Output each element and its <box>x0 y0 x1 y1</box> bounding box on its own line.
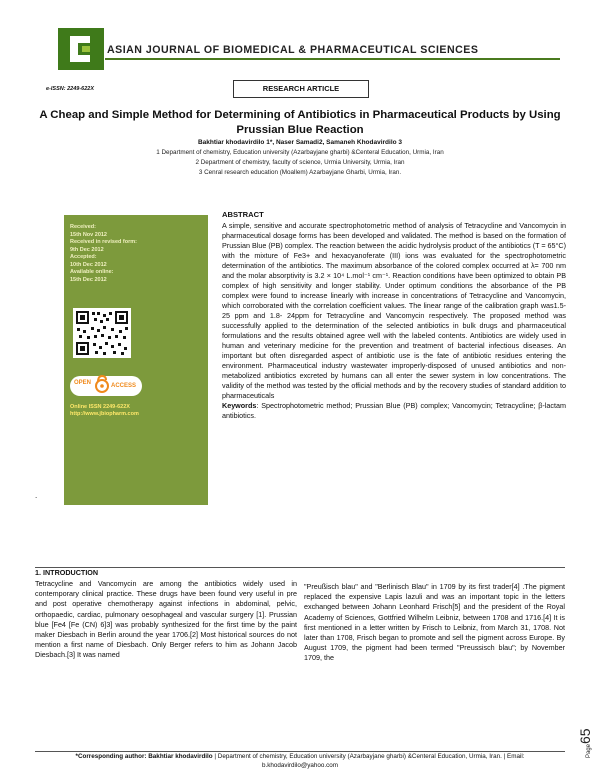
intro-heading: 1. INTRODUCTION <box>35 568 99 577</box>
revised-label: Received in revised form: <box>70 239 137 245</box>
received-label: Received: <box>70 224 96 230</box>
header-rule <box>105 58 560 60</box>
page-label: Page <box>586 743 592 758</box>
online-date: 15th Dec 2012 <box>70 276 107 283</box>
online-info <box>70 404 139 418</box>
stray-dot: . <box>35 491 38 500</box>
accepted-label: Accepted: <box>70 254 97 260</box>
article-type-badge: RESEARCH ARTICLE <box>233 80 369 98</box>
qr-code[interactable] <box>73 308 131 358</box>
paper-title: A Cheap and Simple Method for Determining of Antibiotics in Pharmaceutical Products by Using Prussian Blue Reaction <box>39 109 561 136</box>
authors: Bakhtiar khodavirdilo 1*, Naser Samadi2, Samaneh Khodavirdilo 3 <box>197 139 403 146</box>
section-divider <box>35 567 565 568</box>
online-issn: Online ISSN 2249-622X <box>70 404 130 410</box>
svg-text:OPEN: OPEN <box>74 380 92 386</box>
page-number-value: 65 <box>577 728 593 744</box>
abstract-body: A simple, sensitive and accurate spectrophotometric method of analysis of Tetracycline and Vancomycin in pharmaceutical dosage forms has been developed and validated. The method is based on the formation of Prussian Blue (PB) complex. The reaction between the acidic hydrolysis product of the antibiotics (T = 65°C) with the mixture of Fe3+ and hexacyanoferate (III) ions was evaluated for the spectrophotometric determination of the antibiotics. The maximum absorbance of the colored complex occurred at λ= 700 nm and the molar absorptivity is 3.2 × 10⁴ L.mol⁻¹ cm⁻¹. Reaction conditions have been optimized to obtain PB complex of high sensitivity and longer stability. Under optimum conditions the absorbance of the PB complex were found to increase linearly with increase in concentrations of Tetracycline and Vancomycin, which corroborated with the correlation coefficient values. The linear range of the calibration graph was1.5-25 ppm and 1.8- 24ppm for Tetracycline and Vancomycin respectively. The proposed method was successfully applied to the determination of the selected antibiotics in bulk drugs and pharmaceutical formulations and the results obtained agree well with the labeled contents. Antibiotics are widely used in human and veterinary medicine for the prevention and treatment of bacterial infectious diseases. An important but often disregarded aspect of antibiotic use is the fate of antibiotic residues entering the environment. Pharmaceutical industry wastewater improperly-disposed of unused antibiotics and non-metabolized antibiotics excreted by humans can all enter the sewer system in low concentrations. The validity of the method was tested by the official methods and by the recovery studies of standard addition to pharmaceuticals <box>222 221 566 400</box>
corr-text: | Department of chemistry, Education university (Azarbayjane gharbi) &Centeral Education, Urmia, Iran. | Email: b.khodavirdilo@yahoo.com <box>212 753 525 769</box>
affiliation-3: 3 Cenral research education (Moallem) Azarbayjane Gharbi, Urmia, Iran. <box>198 169 402 176</box>
abstract-heading: ABSTRACT <box>222 210 264 219</box>
corr-label: *Corresponding author: Bakhtiar khodavirdilo <box>75 753 213 760</box>
keywords: : Spectrophotometric method; Prussian Blue (PB) complex; Vancomycin; Tetracycline; β-lactam antibiotics. <box>222 401 566 420</box>
journal-url[interactable]: http://www.jbiopharm.com <box>70 411 139 417</box>
corresponding-author <box>40 752 560 770</box>
open-access-label: ACCESS <box>111 383 137 389</box>
online-label: Available online: <box>70 269 114 275</box>
affiliation-2: 2 Department of chemistry, faculty of science, Urmia University, Urmia, Iran <box>195 159 405 166</box>
received-date: 15th Nov 2012 <box>70 231 107 238</box>
intro-column-1: Tetracycline and Vancomycin are among the antibiotics widely used in contemporary clinical practice. These drugs have been found very useful in pre and post operative chemotherapy against infections in abdominal, pelvic, orthopaedic, cardiac, pulmonary oesophageal and vascular surgery [1]. Prussian blue [Fe4 [Fe (CN) 6]3] was probably synthesized for the first time by the paint maker Diesbach in Berlin around the year 1706.[2] Most historical sources do not mention a first name of Diesbach. Only Berger refers to him as Johann Jacob Diesbach.[3] It was named <box>35 579 297 660</box>
article-dates <box>70 224 137 284</box>
accepted-date: 10th Dec 2012 <box>70 261 107 268</box>
intro-column-2: "Preußisch blau" and "Berlinisch Blau" in 1709 by its first trader[4] .The pigment replaced the expensive Lapis lazuli and was an important topic in the letters exchanged between Johann Leonhard Frisch[5] and the president of the Royal Academy of Sciences, Gottfried Wilhelm Leibniz, between 1708 and 1716.[4] It is first mentioned in a letter written by Frisch to Leibniz, from March 31, 1708. Not later than 1708, Frisch began to promote and sell the pigment across Europe. By August 1709, the pigment had been termed "Preussisch blau"; by November 1709, the <box>304 582 565 663</box>
page-number <box>568 700 598 760</box>
journal-name: ASIAN JOURNAL OF BIOMEDICAL & PHARMACEUTICAL SCIENCES <box>107 44 479 56</box>
abstract <box>222 210 566 421</box>
journal-logo <box>58 28 104 70</box>
keywords-label: Keywords <box>222 401 257 410</box>
revised-date: 9th Dec 2012 <box>70 246 104 253</box>
affiliation-1: 1 Department of chemistry, Education university (Azarbayjane gharbi) &Centeral Education, Urmia, Iran <box>156 149 444 156</box>
issn: e-ISSN: 2249-622X <box>46 86 94 92</box>
